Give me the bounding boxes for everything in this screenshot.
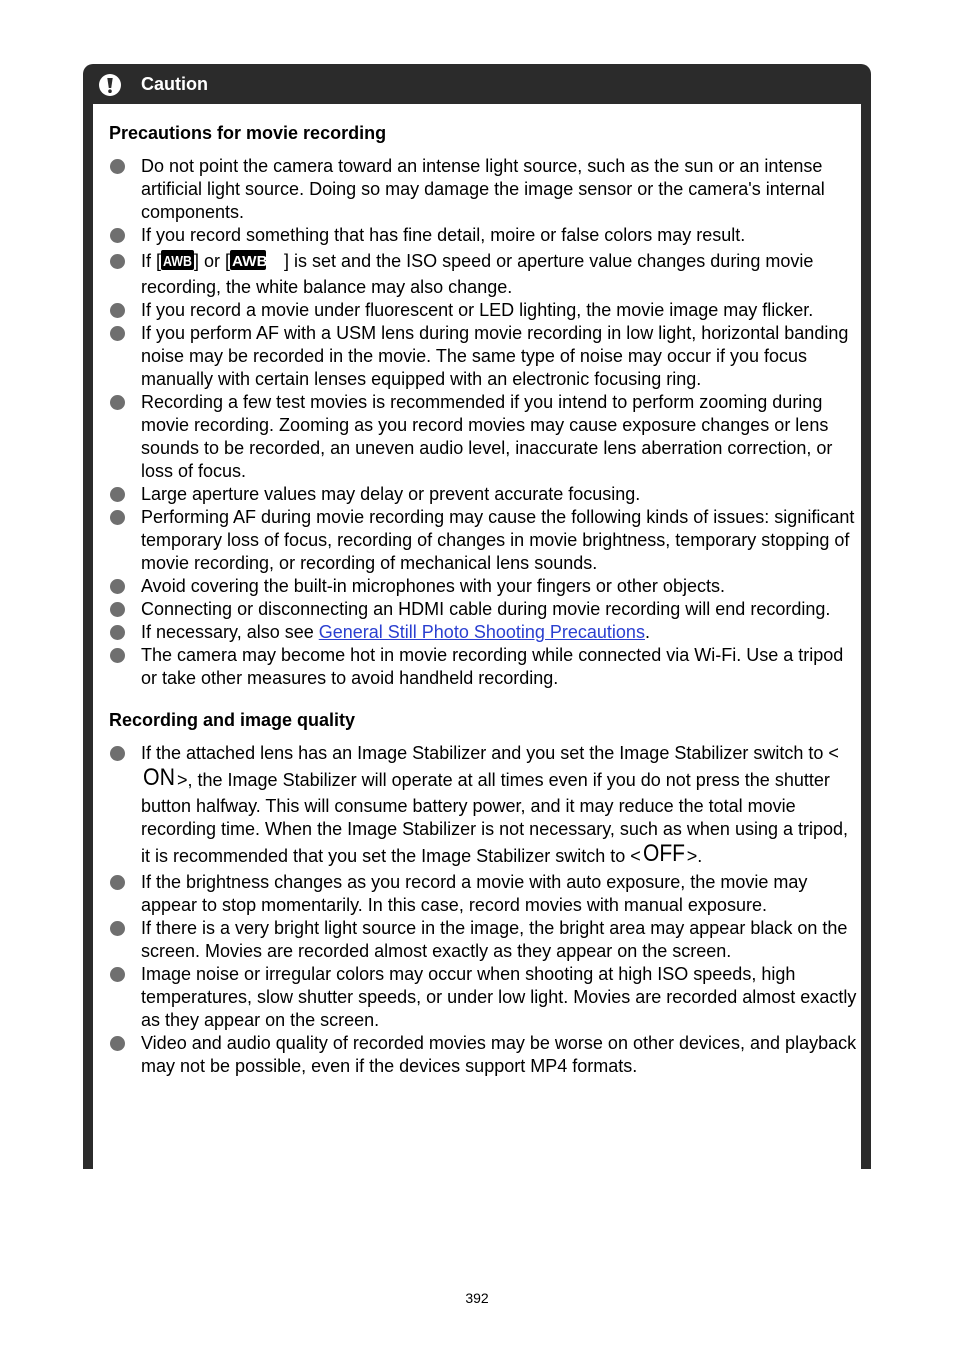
bullet-icon bbox=[110, 1036, 125, 1051]
list-item: Video and audio quality of recorded movies may be worse on other devices, and playback may not be possible, even if the devices support MP4 formats. bbox=[109, 1032, 857, 1078]
page-number: 392 bbox=[465, 1290, 489, 1306]
list-item: If you record something that has fine detail, moire or false colors may result. bbox=[109, 224, 857, 247]
list-item: If you perform AF with a USM lens during movie recording in low light, horizontal banding noise may be recorded in the movie. The same type of noise may occur if you focus manually with certain lenses equipped with an electronic focusing ring. bbox=[109, 322, 857, 391]
awbw-icon bbox=[230, 250, 284, 276]
bullet-icon bbox=[110, 579, 125, 594]
bullet-icon bbox=[110, 395, 125, 410]
caution-header bbox=[83, 64, 871, 104]
list-item: Performing AF during movie recording may cause the following kinds of issues: significant temporary loss of focus, recording of changes in movie brightness, temporary stopping of movie recording, or recording of mechanical lens sounds. bbox=[109, 506, 857, 575]
off-switch-text: OFF bbox=[642, 840, 685, 867]
general-precautions-link[interactable]: General Still Photo Shooting Precautions bbox=[318, 622, 645, 642]
list-item: If you record a movie under fluorescent or LED lighting, the movie image may flicker. bbox=[109, 299, 857, 322]
caution-body bbox=[93, 104, 861, 1169]
on-switch-text: ON bbox=[143, 764, 175, 791]
list-item: Avoid covering the built-in microphones with your fingers or other objects. bbox=[109, 575, 857, 598]
bullet-list bbox=[109, 742, 857, 1078]
bullet-icon bbox=[110, 602, 125, 617]
awb-icon-text: AWB bbox=[163, 253, 193, 270]
bullet-icon bbox=[110, 875, 125, 890]
list-item: If the brightness changes as you record a movie with auto exposure, the movie may appear to stop momentarily. In this case, record movies with manual exposure. bbox=[109, 871, 857, 917]
list-item: Large aperture values may delay or prevent accurate focusing. bbox=[109, 483, 857, 506]
list-item: Do not point the camera toward an intense light source, such as the sun or an intense artificial light source. Doing so may damage the image sensor or the camera's internal components. bbox=[109, 155, 857, 224]
bullet-icon bbox=[110, 921, 125, 936]
awbw-icon-text: AWBW bbox=[232, 253, 283, 270]
list-item bbox=[109, 742, 857, 871]
bullet-icon bbox=[110, 303, 125, 318]
list-item: Recording a few test movies is recommended if you intend to perform zooming during movie recording. Zooming as you record movies may cause exposure changes or lens sounds to be recorded, an uneven audio level, inaccurate lens aberration correction, or loss of focus. bbox=[109, 391, 857, 483]
list-item: If there is a very bright light source in the image, the bright area may appear black on the screen. Movies are recorded almost exactly as they appear on the screen. bbox=[109, 917, 857, 963]
section-heading: Recording and image quality bbox=[109, 710, 356, 730]
section-heading: Precautions for movie recording bbox=[109, 123, 387, 143]
bullet-icon bbox=[110, 746, 125, 761]
bullet-icon bbox=[110, 648, 125, 663]
list-item: If [ AWB ] or [ AWBW ] is set and the ISO speed or aperture value changes during movie recording, the white balance may also change. bbox=[109, 250, 857, 299]
list-item: Image noise or irregular colors may occur when shooting at high ISO speeds, high temperatures, slow shutter speeds, or under low light. Movies are recorded almost exactly as they appear on the screen. bbox=[109, 963, 857, 1032]
list-item: The camera may become hot in movie recording while connected via Wi-Fi. Use a tripod or take other measures to avoid handheld recording. bbox=[109, 644, 857, 690]
caution-box bbox=[83, 64, 871, 1169]
list-item: Connecting or disconnecting an HDMI cable during movie recording will end recording. bbox=[109, 598, 857, 621]
caution-title: Caution bbox=[141, 74, 208, 94]
bullet-icon bbox=[110, 967, 125, 982]
bullet-icon bbox=[110, 510, 125, 525]
bullet-icon bbox=[110, 487, 125, 502]
bullet-icon bbox=[110, 326, 125, 341]
warning-icon bbox=[99, 74, 121, 96]
on-switch-icon bbox=[141, 765, 177, 795]
bullet-icon bbox=[110, 625, 125, 640]
stabilizer-text: If the attached lens has an Image Stabilizer and you set the Image Stabilizer switch to < ON >, the Image Stabilizer will operate at all times even if you do not press the shutter button halfway. This will consume battery power, and it may reduce the total movie recording time. When the Image Stabilizer is not necessary, such as when using a tripod, it is recommended that you set the Image Stabilizer switch to < OFF >. bbox=[141, 743, 848, 866]
bullet-icon bbox=[110, 254, 125, 269]
bullet-icon bbox=[110, 228, 125, 243]
list-item: If necessary, also see General Still Photo Shooting Precautions. bbox=[109, 621, 857, 644]
bullet-icon bbox=[110, 159, 125, 174]
awb-icon bbox=[161, 250, 194, 276]
bullet-list bbox=[109, 155, 857, 690]
off-switch-icon bbox=[641, 841, 687, 871]
